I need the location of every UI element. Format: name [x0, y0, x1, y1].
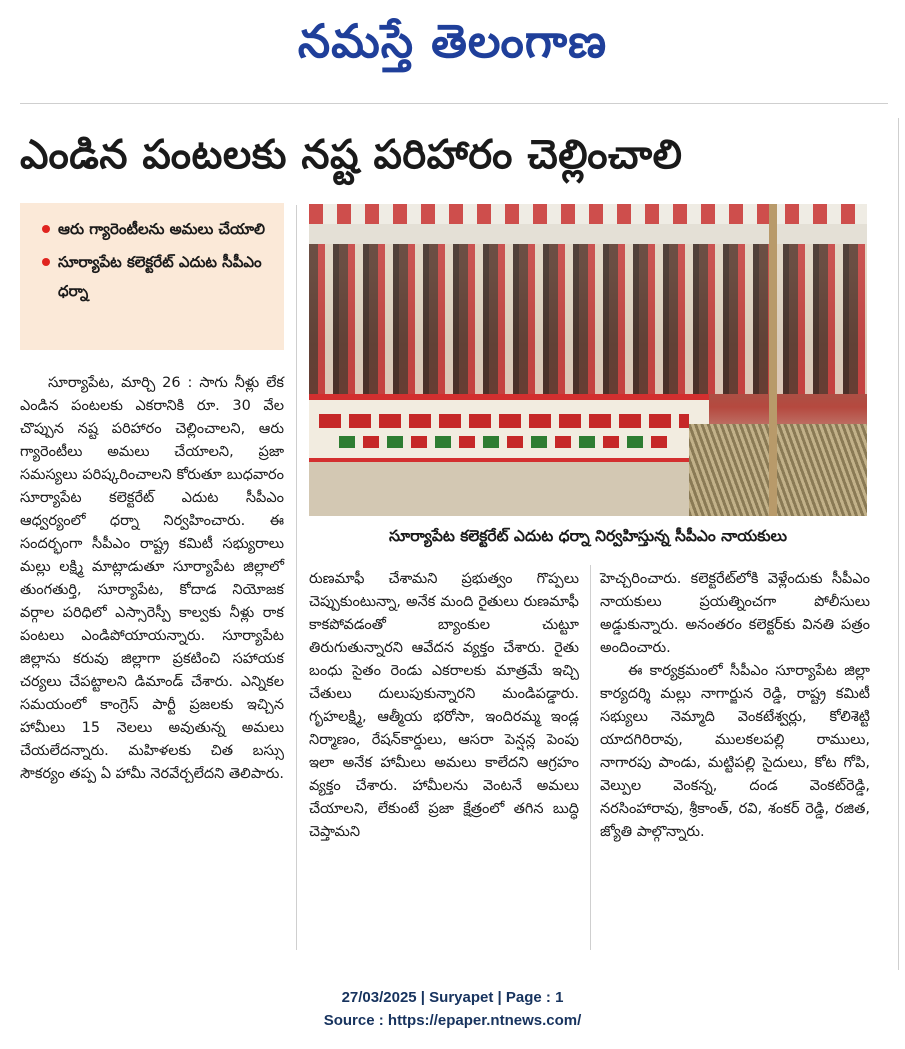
- banner-text-strip: [319, 414, 689, 428]
- news-photo: [309, 204, 867, 516]
- article-paragraph: రుణమాఫీ చేశామని ప్రభుత్వం గొప్పలు చెప్పుకుంటున్నా, అనేక మంది రైతులు రుణమాఫీ కాకపోవడంతో బ్యాంకుల చుట్టూ తిరుగుతున్నారని ఆవేదన వ్యక్తం చేశారు. రైతు బంధు సైతం రెండు ఎకరాలకు మాత్రమే ఇచ్చి చేతులు దులుపుకున్నారని మండిపడ్డారు. గృహలక్ష్మి, ఆత్మీయ భరోసా, ఇందిరమ్మ ఇండ్ల నిర్మాణం, రేషన్‌కార్డులు, ఆసరా పెన్షన్ల పెంపు ఇలా అనేక హామీలు అమలు కాలేదని ఆగ్రహం వ్యక్తం చేశారు. హామీలను వెంటనే అమలు చేయాలని, లేకుంటే ప్రజా క్షేత్రంలో తగిన బుద్ధి చెప్తామని: [309, 571, 579, 840]
- photo-banner: [309, 394, 709, 464]
- highlights-box: [20, 203, 284, 350]
- photo-crowd: [309, 244, 867, 394]
- article-column-1: [20, 372, 284, 786]
- column-divider: [296, 205, 297, 950]
- photo-pole: [769, 204, 777, 516]
- article-paragraph: ఈ కార్యక్రమంలో సీపీఎం సూర్యాపేట జిల్లా కార్యదర్శి మల్లు నాగార్జున రెడ్డి, రాష్ట్ర కమిటీ సభ్యులు నెమ్మాది వెంకటేశ్వర్లు, కోలిశెట్టి యాదగిరిరావు, ములకలపల్లి రాములు, నాగారపు పాండు, మట్టిపల్లి సైదులు, కోట గోపి, వెల్పుల వెంకన్న, దండ వెంకట్‌రెడ్డి, నరసింహారావు, శ్రీకాంత్, రవి, శంకర్ రెడ్డి, రజిత, జ్యోతి పాల్గొన్నారు.: [600, 663, 870, 840]
- article-paragraph: సూర్యాపేట, మార్చి 26 : సాగు నీళ్లు లేక ఎండిన పంటలకు ఎకరానికి రూ. 30 వేల చొప్పున నష్ట పరిహారం చెల్లించాలని, ఆరు గ్యారెంటీలు అమలు చేయాలని, ప్రజా సమస్యలు పరిష్కరించాలని కోరుతూ బుధవారం సూర్యాపేట కలెక్టరేట్ ఎదుట సీపీఎం ఆధ్వర్యంలో ధర్నా నిర్వహించారు. ఈ సందర్భంగా సీపీఎం రాష్ట్ర కమిటీ సభ్యురాలు మల్లు లక్ష్మి మాట్లాడుతూ సూర్యాపేట జిల్లాలో తుంగతుర్తి, సూర్యాపేట, కోదాడ నియోజక వర్గాల పరిధిలో ఎస్సారెస్పీ కాల్వకు నీళ్లు రాక పంటలు ఎండిపోయాయన్నారు. సూర్యాపేట జిల్లాను కరువు జిల్లాగా ప్రకటించి సహాయక చర్యలు చేపట్టాలని డిమాండ్ చేశారు. ఎన్నికల సమయంలో కాంగ్రెస్ పార్టీ ప్రజలకు ఇచ్చిన హామీలు 15 నెలలు అవుతున్న అమలు చేయలేదన్నారు. మహిళలకు చిత బస్సు సౌకర్యం తప్ప ఏ హామీ నెరవేర్చలేదని తెలిపారు.: [20, 375, 284, 782]
- highlight-text: ఆరు గ్యారెంటీలను అమలు చేయాలి: [58, 220, 266, 238]
- article-headline: ఎండిన పంటలకు నష్ట పరిహారం చెల్లించాలి: [20, 132, 683, 178]
- bullet-dot-icon: [42, 225, 50, 233]
- masthead-divider: [20, 103, 888, 104]
- photo-flags: [309, 204, 867, 224]
- footer-edition-info: 27/03/2025 | Suryapet | Page : 1: [341, 989, 564, 1006]
- column-divider: [590, 565, 591, 950]
- highlight-item: [42, 248, 272, 306]
- page-footer: [0, 986, 905, 1032]
- photo-caption: సూర్యాపేట కలెక్టరేట్ ఎదుట ధర్నా నిర్వహిస్తున్న సీపీఎం నాయకులు: [388, 527, 788, 545]
- bullet-dot-icon: [42, 258, 50, 266]
- photo-ground: [309, 462, 699, 516]
- masthead: [0, 6, 905, 76]
- article-column-2: [309, 568, 579, 844]
- photo-dry-crop: [689, 424, 867, 516]
- newspaper-logo: నమస్తే తెలంగాణ: [297, 14, 608, 68]
- article-paragraph: హెచ్చరించారు. కలెక్టరేట్‌లోకి వెళ్లేందుకు సీపీఎం నాయకులు ప్రయత్నించగా పోలీసులు అడ్డుకున్నారు. అనంతరం కలెక్టర్‌కు వినతి పత్రం అందించారు.: [600, 571, 870, 656]
- footer-source-link[interactable]: Source : https://epaper.ntnews.com/: [323, 1012, 582, 1029]
- article-column-3: [600, 568, 870, 844]
- highlight-text: సూర్యాపేట కలెక్టరేట్ ఎదుట సీపీఎం ధర్నా: [58, 253, 262, 300]
- highlight-item: [42, 215, 272, 244]
- column-divider: [898, 118, 899, 970]
- banner-text-strip: [339, 436, 669, 448]
